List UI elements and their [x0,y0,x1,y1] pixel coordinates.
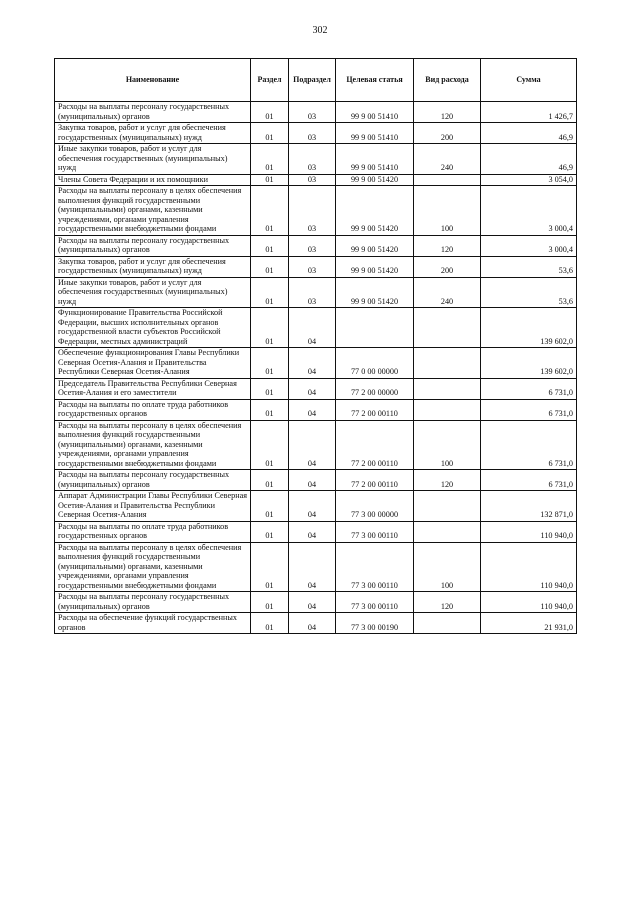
cell-expense-type [414,491,481,522]
cell-subsection: 03 [289,174,336,186]
budget-table [54,58,577,634]
cell-name: Расходы на выплаты персоналу государственных (муниципальных) органов [55,102,251,123]
cell-sum: 1 426,7 [481,102,577,123]
table-row [55,144,577,175]
table-row [55,470,577,491]
table-body [55,102,577,634]
cell-section: 01 [251,308,289,348]
cell-sum: 139 602,0 [481,308,577,348]
column-header-subsection: Подраздел [289,59,336,102]
cell-target-article: 99 9 00 51410 [336,102,414,123]
cell-name: Председатель Правительства Республики Северная Осетия-Алания и его заместители [55,378,251,399]
table-row [55,256,577,277]
cell-sum: 3 000,4 [481,186,577,236]
table-row [55,186,577,236]
table-row [55,174,577,186]
table-row [55,308,577,348]
cell-name: Расходы на выплаты по оплате труда работников государственных органов [55,399,251,420]
cell-subsection: 03 [289,102,336,123]
cell-target-article [336,308,414,348]
cell-name: Расходы на выплаты персоналу государственных (муниципальных) органов [55,235,251,256]
table-row [55,521,577,542]
cell-expense-type: 120 [414,592,481,613]
cell-name: Расходы на выплаты персоналу государственных (муниципальных) органов [55,470,251,491]
cell-expense-type [414,174,481,186]
cell-target-article: 77 2 00 00110 [336,470,414,491]
cell-name: Иные закупки товаров, работ и услуг для обеспечения государственных (муниципальных) нужд [55,144,251,175]
cell-section: 01 [251,123,289,144]
cell-expense-type: 240 [414,277,481,308]
cell-target-article: 99 9 00 51420 [336,186,414,236]
cell-expense-type: 100 [414,186,481,236]
cell-subsection: 04 [289,399,336,420]
cell-section: 01 [251,256,289,277]
cell-name: Иные закупки товаров, работ и услуг для обеспечения государственных (муниципальных) нужд [55,277,251,308]
cell-section: 01 [251,613,289,634]
cell-section: 01 [251,420,289,470]
cell-expense-type: 120 [414,102,481,123]
table-row [55,348,577,379]
cell-target-article: 77 3 00 00110 [336,542,414,592]
cell-sum: 6 731,0 [481,470,577,491]
cell-subsection: 04 [289,470,336,491]
cell-sum: 132 871,0 [481,491,577,522]
cell-name: Расходы на выплаты персоналу в целях обеспечения выполнения функций государственными (муниципальными) органами, казенными учреждениями, органами управления государственными внебюджетными фондами [55,542,251,592]
cell-name: Расходы на обеспечение функций государственных органов [55,613,251,634]
cell-expense-type: 200 [414,123,481,144]
cell-target-article: 99 9 00 51420 [336,256,414,277]
column-header-section: Раздел [251,59,289,102]
cell-sum: 139 602,0 [481,348,577,379]
cell-section: 01 [251,235,289,256]
cell-subsection: 04 [289,542,336,592]
table-row [55,491,577,522]
cell-subsection: 03 [289,256,336,277]
cell-section: 01 [251,592,289,613]
cell-expense-type [414,378,481,399]
cell-expense-type: 100 [414,542,481,592]
table-row [55,123,577,144]
cell-subsection: 03 [289,277,336,308]
cell-subsection: 04 [289,378,336,399]
cell-expense-type: 120 [414,235,481,256]
cell-target-article: 77 3 00 00110 [336,592,414,613]
cell-sum: 21 931,0 [481,613,577,634]
cell-target-article: 99 9 00 51410 [336,123,414,144]
cell-name: Функционирование Правительства Российской Федерации, высших исполнительных органов государственной власти субъектов Российской Федерации, местных администраций [55,308,251,348]
cell-section: 01 [251,521,289,542]
cell-sum: 46,9 [481,123,577,144]
cell-subsection: 04 [289,491,336,522]
cell-section: 01 [251,348,289,379]
cell-subsection: 03 [289,186,336,236]
cell-target-article: 99 9 00 51420 [336,235,414,256]
table-row [55,277,577,308]
table-row [55,592,577,613]
cell-target-article: 99 9 00 51420 [336,277,414,308]
cell-name: Расходы на выплаты по оплате труда работников государственных органов [55,521,251,542]
cell-sum: 3 054,0 [481,174,577,186]
cell-section: 01 [251,378,289,399]
cell-name: Расходы на выплаты персоналу государственных (муниципальных) органов [55,592,251,613]
cell-target-article: 99 9 00 51420 [336,174,414,186]
column-header-target-article: Целевая статья [336,59,414,102]
column-header-sum: Сумма [481,59,577,102]
cell-name: Расходы на выплаты персоналу в целях обеспечения выполнения функций государственными (муниципальными) органами, казенными учреждениями, органами управления государственными внебюджетными фондами [55,186,251,236]
cell-section: 01 [251,102,289,123]
cell-sum: 110 940,0 [481,542,577,592]
cell-subsection: 03 [289,235,336,256]
cell-subsection: 04 [289,308,336,348]
table-row [55,235,577,256]
cell-target-article: 77 0 00 00000 [336,348,414,379]
cell-subsection: 04 [289,348,336,379]
cell-section: 01 [251,144,289,175]
cell-section: 01 [251,542,289,592]
cell-expense-type: 120 [414,470,481,491]
column-header-name: Наименование [55,59,251,102]
cell-name: Обеспечение функционирования Главы Республики Северная Осетия-Алания и Правительства Республики Северная Осетия-Алания [55,348,251,379]
cell-sum: 6 731,0 [481,378,577,399]
cell-expense-type: 240 [414,144,481,175]
table-row [55,399,577,420]
cell-subsection: 04 [289,613,336,634]
cell-subsection: 04 [289,592,336,613]
cell-expense-type [414,613,481,634]
column-header-expense-type: Вид расхода [414,59,481,102]
cell-subsection: 04 [289,420,336,470]
cell-expense-type: 200 [414,256,481,277]
cell-name: Аппарат Администрации Главы Республики Северная Осетия-Алания и Правительства Республики Северная Осетия-Алания [55,491,251,522]
cell-expense-type [414,348,481,379]
cell-subsection: 03 [289,144,336,175]
cell-target-article: 77 2 00 00110 [336,399,414,420]
table-row [55,420,577,470]
cell-section: 01 [251,399,289,420]
cell-sum: 53,6 [481,256,577,277]
table-row [55,613,577,634]
cell-name: Закупка товаров, работ и услуг для обеспечения государственных (муниципальных) нужд [55,123,251,144]
cell-sum: 110 940,0 [481,521,577,542]
cell-expense-type [414,521,481,542]
cell-expense-type [414,308,481,348]
table-row [55,378,577,399]
cell-target-article: 77 3 00 00110 [336,521,414,542]
cell-sum: 6 731,0 [481,399,577,420]
cell-section: 01 [251,470,289,491]
cell-name: Члены Совета Федерации и их помощники [55,174,251,186]
cell-subsection: 04 [289,521,336,542]
cell-target-article: 77 3 00 00190 [336,613,414,634]
cell-sum: 3 000,4 [481,235,577,256]
cell-section: 01 [251,491,289,522]
cell-expense-type: 100 [414,420,481,470]
cell-sum: 110 940,0 [481,592,577,613]
table-row [55,102,577,123]
cell-section: 01 [251,186,289,236]
cell-name: Расходы на выплаты персоналу в целях обеспечения выполнения функций государственными (муниципальными) органами, казенными учреждениями, органами управления государственными внебюджетными фондами [55,420,251,470]
cell-target-article: 77 2 00 00110 [336,420,414,470]
table-header-row [55,59,577,102]
cell-name: Закупка товаров, работ и услуг для обеспечения государственных (муниципальных) нужд [55,256,251,277]
cell-target-article: 99 9 00 51410 [336,144,414,175]
cell-sum: 6 731,0 [481,420,577,470]
cell-section: 01 [251,174,289,186]
cell-subsection: 03 [289,123,336,144]
cell-section: 01 [251,277,289,308]
cell-sum: 46,9 [481,144,577,175]
cell-target-article: 77 3 00 00000 [336,491,414,522]
page-number: 302 [312,25,328,36]
cell-target-article: 77 2 00 00000 [336,378,414,399]
cell-expense-type [414,399,481,420]
cell-sum: 53,6 [481,277,577,308]
table-row [55,542,577,592]
